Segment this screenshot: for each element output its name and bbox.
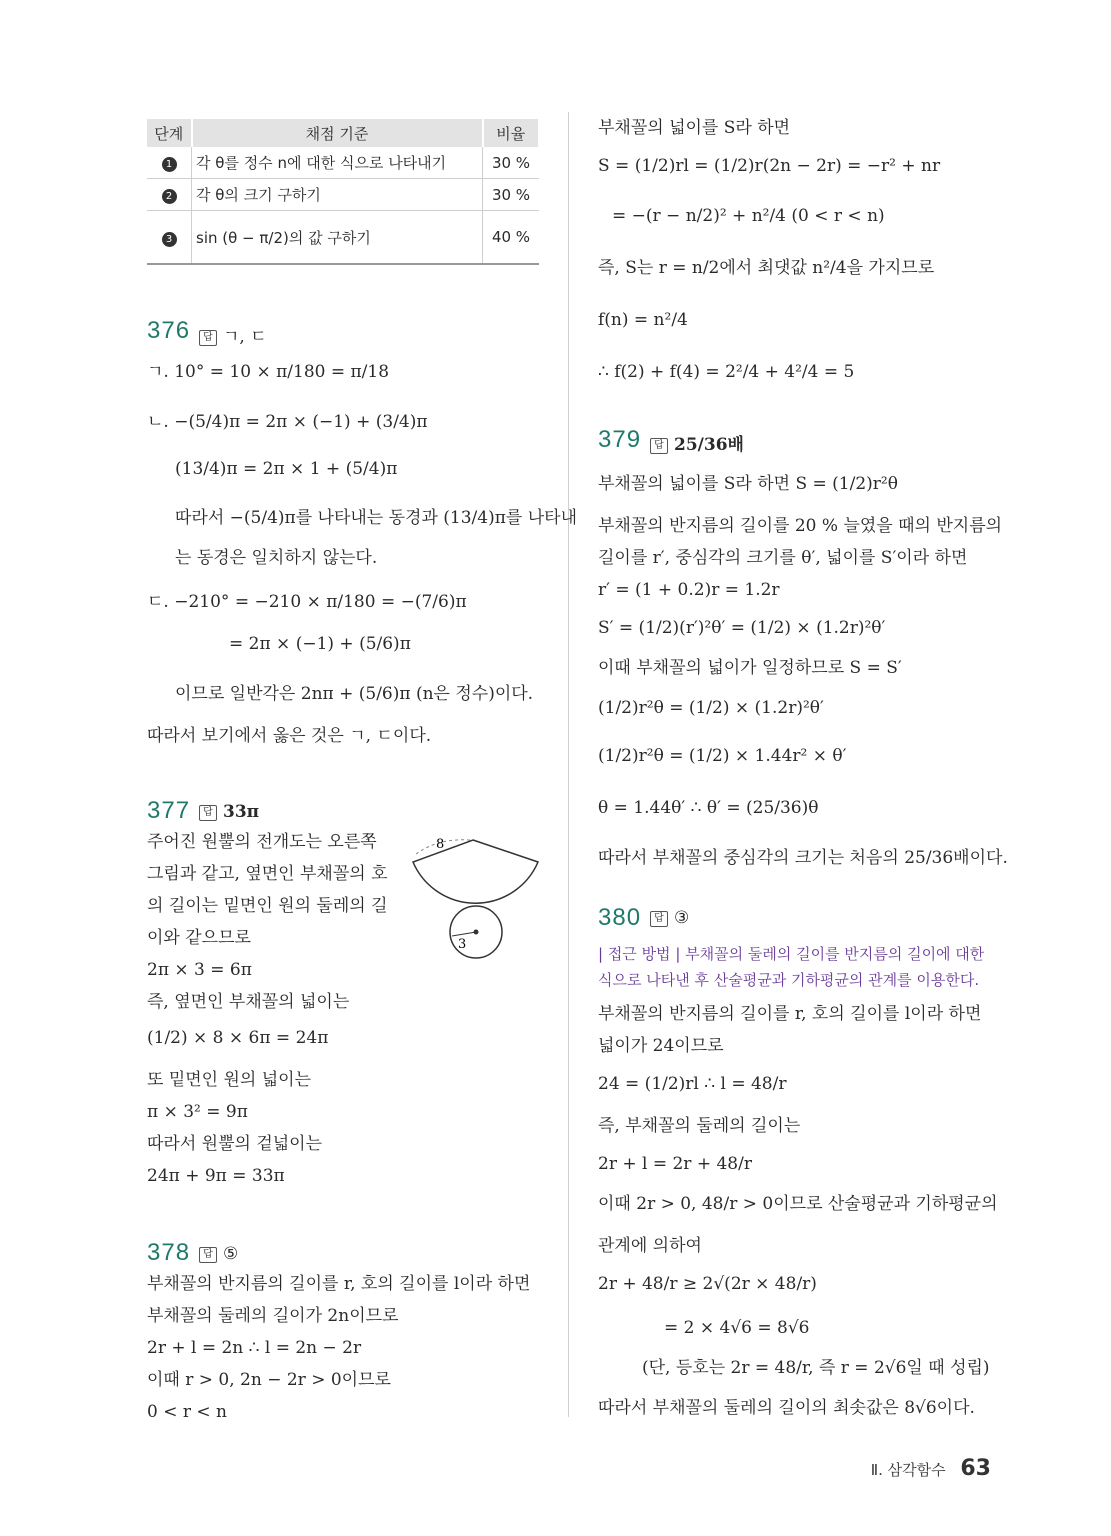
p377-line: 따라서 원뿔의 겉넓이는 (147, 1134, 323, 1154)
table-row (147, 179, 539, 211)
approach-note: | 접근 방법 | 부채꼴의 둘레의 길이를 반지름의 길이에 대한 (598, 945, 985, 963)
p380-line: 이때 2r > 0, 48/r > 0이므로 산술평균과 기하평균의 (598, 1194, 998, 1214)
problem-number-379: 379 (598, 426, 642, 453)
p380-line: = 2 × 4√6 = 8√6 (664, 1318, 810, 1338)
p377-line: 이와 같으므로 (147, 928, 251, 948)
p380-line: 부채꼴의 반지름의 길이를 r, 호의 길이를 l이라 하면 (598, 1004, 982, 1024)
answer-icon: 답 (199, 330, 217, 346)
p379-line: θ = 1.44θ′ ∴ θ′ = (25/36)θ (598, 798, 819, 818)
p376-line: 는 동경은 일치하지 않는다. (175, 548, 378, 568)
answer-icon: 답 (199, 1247, 217, 1263)
p378-line: 이때 r > 0, 2n − 2r > 0이므로 (147, 1370, 391, 1390)
p377-line: π × 3² = 9π (147, 1102, 248, 1122)
sector-shape (413, 840, 538, 903)
header-step: 단계 (147, 119, 192, 147)
p378-line: 부채꼴의 둘레의 길이가 2n이므로 (147, 1306, 399, 1326)
p378-line: 2r + l = 2n ∴ l = 2n − 2r (147, 1338, 362, 1358)
criterion-cell: 각 θ의 크기 구하기 (192, 179, 483, 211)
problem-number-377: 377 (147, 797, 191, 824)
cone-net-diagram (408, 832, 548, 962)
problem-number-376: 376 (147, 317, 191, 344)
criterion-cell: sin (θ − π/2)의 값 구하기 (192, 211, 483, 265)
p377-line: 또 밑면인 원의 넓이는 (147, 1070, 312, 1090)
p378-line: 0 < r < n (147, 1402, 227, 1422)
page-number: 63 (960, 1456, 991, 1481)
p376-line: ㄱ. 10° = 10 × π/180 = π/18 (147, 362, 390, 382)
p378-line: 부채꼴의 반지름의 길이를 r, 호의 길이를 l이라 하면 (147, 1274, 531, 1294)
p379-line: 길이를 r′, 중심각의 크기를 θ′, 넓이를 S′이라 하면 (598, 548, 968, 568)
p379-line: r′ = (1 + 0.2)r = 1.2r (598, 580, 780, 600)
radius-label: 3 (458, 937, 467, 952)
column-divider (568, 112, 569, 1417)
p380-line: 넓이가 24이므로 (598, 1036, 724, 1056)
p379-line: S′ = (1/2)(r′)²θ′ = (1/2) × (1.2r)²θ′ (598, 618, 886, 638)
p380-line: 즉, 부채꼴의 둘레의 길이는 (598, 1116, 801, 1136)
p376-line: = 2π × (−1) + (5/6)π (229, 634, 411, 654)
approach-note: 식으로 나타낸 후 산술평균과 기하평균의 관계를 이용한다. (598, 971, 980, 989)
table-row (147, 211, 539, 265)
p380-line: 2r + l = 2r + 48/r (598, 1154, 752, 1174)
table-row (147, 147, 539, 179)
answer-380: 답 ③ (650, 908, 689, 928)
p379-line: 부채꼴의 넓이를 S라 하면 S = (1/2)r²θ (598, 474, 898, 494)
step-badge: 1 (162, 157, 177, 172)
step-badge: 2 (162, 189, 177, 204)
radius-line (452, 932, 476, 936)
rate-cell: 30 % (483, 179, 540, 211)
p378-line: 부채꼴의 넓이를 S라 하면 (598, 118, 791, 138)
p380-line: (단, 등호는 2r = 48/r, 즉 r = 2√6일 때 성립) (642, 1358, 990, 1378)
p376-line: (13/4)π = 2π × 1 + (5/4)π (175, 459, 398, 479)
p377-line: 즉, 옆면인 부채꼴의 넓이는 (147, 992, 350, 1012)
header-criterion: 채점 기준 (192, 119, 483, 147)
p377-line: 의 길이는 밑면인 원의 둘레의 길 (147, 896, 388, 916)
p377-line: 주어진 원뿔의 전개도는 오른쪽 (147, 832, 377, 852)
problem-number-378: 378 (147, 1239, 191, 1266)
p378-line: ∴ f(2) + f(4) = 2²/4 + 4²/4 = 5 (598, 362, 855, 382)
scoring-table (147, 119, 540, 265)
p380-line: 24 = (1/2)rl ∴ l = 48/r (598, 1074, 787, 1094)
p378-line: S = (1/2)rl = (1/2)r(2n − 2r) = −r² + nr (598, 156, 941, 176)
p377-line: 그림과 같고, 옆면인 부채꼴의 호 (147, 864, 388, 884)
problem-number-380: 380 (598, 904, 642, 931)
answer-icon: 답 (650, 911, 668, 927)
page-footer (871, 1456, 991, 1481)
p377-line: 2π × 3 = 6π (147, 960, 252, 980)
p376-line: 따라서 보기에서 옳은 것은 ㄱ, ㄷ이다. (147, 726, 432, 746)
answer-376: 답 ㄱ, ㄷ (199, 322, 267, 347)
p380-line: 따라서 부채꼴의 둘레의 길이의 최솟값은 8√6이다. (598, 1398, 975, 1418)
p376-line: 따라서 −(5/4)π를 나타내는 동경과 (13/4)π를 나타내 (175, 508, 578, 528)
answer-379: 답 25/36배 (650, 430, 744, 455)
slant-label: 8 (436, 837, 445, 852)
p378-line: 즉, S는 r = n/2에서 최댓값 n²/4을 가지므로 (598, 258, 935, 278)
rate-cell: 40 % (483, 211, 540, 265)
p376-line: ㄷ. −210° = −210 × π/180 = −(7/6)π (147, 592, 467, 612)
p380-line: 2r + 48/r ≥ 2√(2r × 48/r) (598, 1274, 817, 1294)
criterion-cell: 각 θ를 정수 n에 대한 식으로 나타내기 (192, 147, 483, 179)
p378-line: f(n) = n²/4 (598, 310, 688, 330)
p380-line: 관계에 의하여 (598, 1236, 702, 1256)
p379-line: 따라서 부채꼴의 중심각의 크기는 처음의 25/36배이다. (598, 848, 1008, 868)
p379-line: 이때 부채꼴의 넓이가 일정하므로 S = S′ (598, 658, 902, 678)
chapter-label: Ⅱ. 삼각함수 (870, 1461, 946, 1479)
p379-line: (1/2)r²θ = (1/2) × (1.2r)²θ′ (598, 698, 824, 718)
p376-line: ㄴ. −(5/4)π = 2π × (−1) + (3/4)π (147, 412, 428, 432)
p377-line: 24π + 9π = 33π (147, 1166, 285, 1186)
p379-line: 부채꼴의 반지름의 길이를 20 % 늘였을 때의 반지름의 (598, 516, 1003, 536)
answer-377: 답 33π (199, 802, 259, 822)
answer-icon: 답 (199, 805, 217, 821)
step-badge: 3 (162, 232, 177, 247)
p378-line: = −(r − n/2)² + n²/4 (0 < r < n) (612, 206, 885, 226)
p376-line: 이므로 일반각은 2nπ + (5/6)π (n은 정수)이다. (175, 684, 534, 704)
p379-line: (1/2)r²θ = (1/2) × 1.44r² × θ′ (598, 746, 847, 766)
center-dot (474, 930, 479, 935)
answer-icon: 답 (650, 438, 668, 454)
p377-line: (1/2) × 8 × 6π = 24π (147, 1028, 329, 1048)
answer-378: 답 ⑤ (199, 1244, 238, 1264)
header-rate: 비율 (483, 119, 540, 147)
rate-cell: 30 % (483, 147, 540, 179)
